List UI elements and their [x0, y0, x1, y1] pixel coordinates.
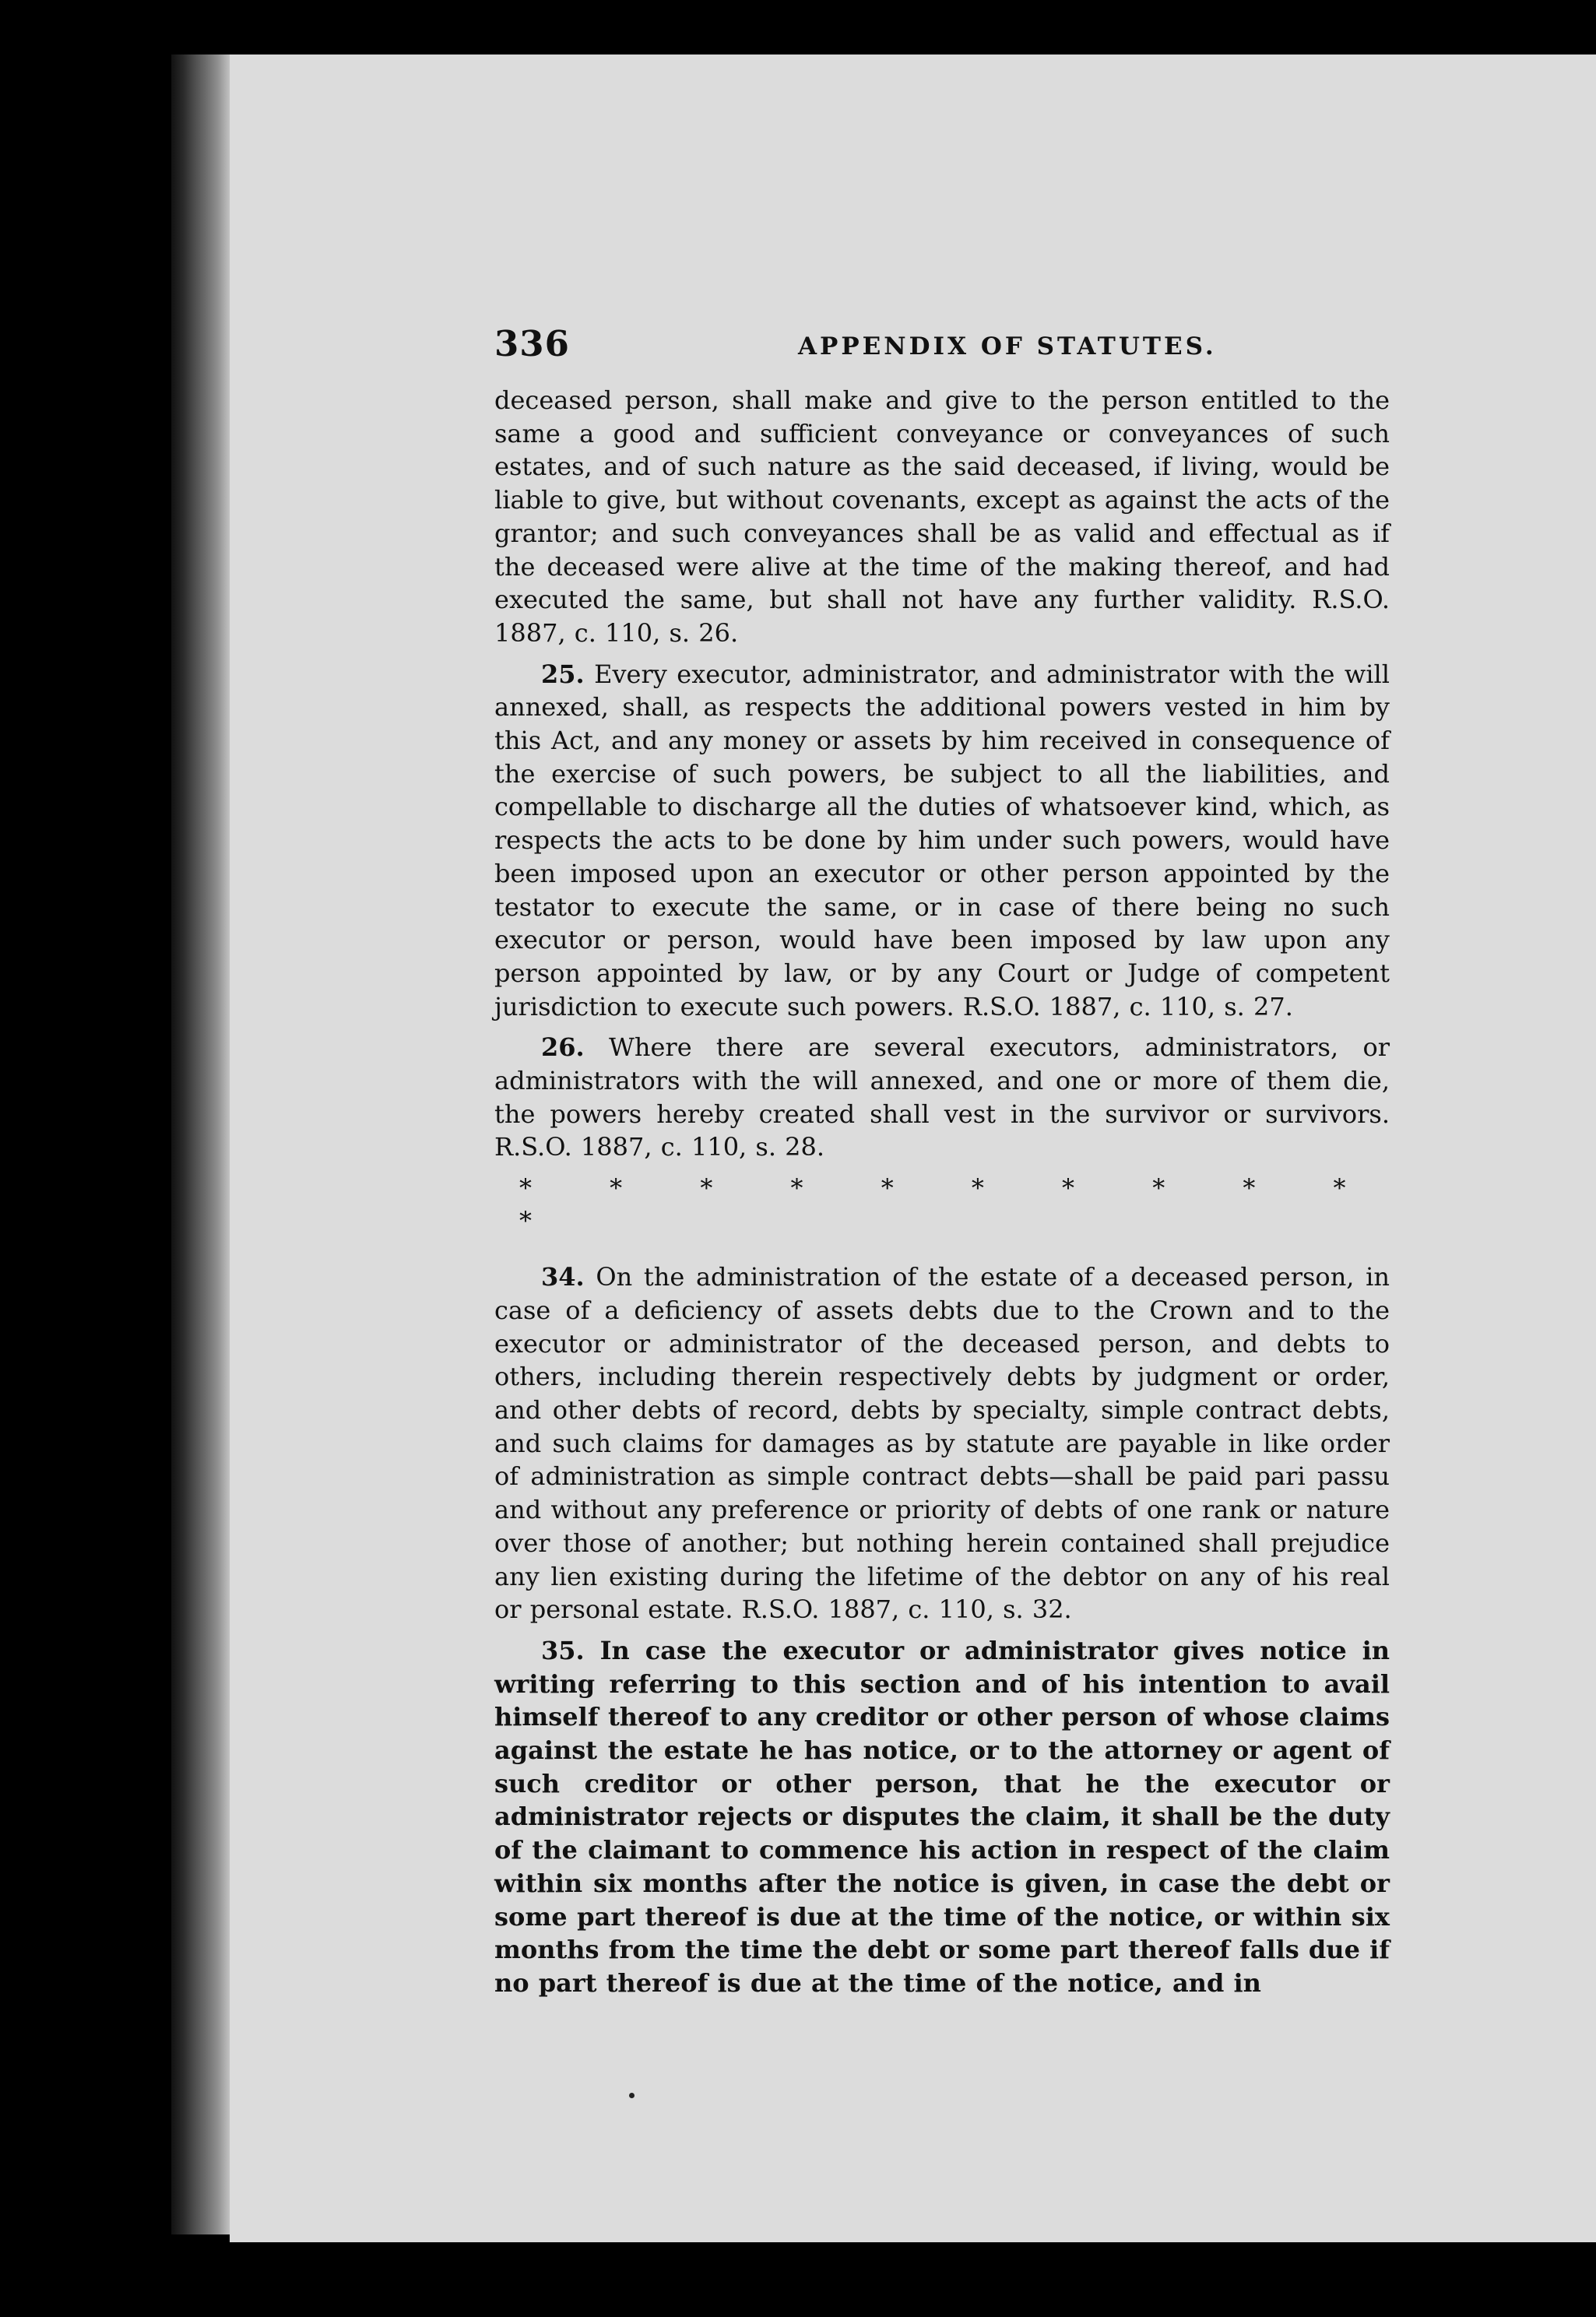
section-25-number: 25.: [541, 659, 585, 689]
running-head: [494, 323, 1390, 378]
section-25: [494, 658, 1390, 1024]
section-35-text: In case the executor or administrator gives notice in writing referring to this section and of his intention to avail himself thereof to any creditor or other person of whose claims against the estate he has notice, or to the attorney or agent of such creditor or other person, that he the executor or administrator rejects or disputes the claim, it shall be the duty of the claimant to commence his action in respect of the claim within six months after the notice is given, in case the debt or some part thereof is due at the time of the notice, or within six months from the time the debt or some part thereof falls due if no part thereof is due at the time of the notice, and in: [494, 1635, 1390, 1998]
section-25-text: Every executor, administrator, and administrator with the will annexed, shall, as respects the additional powers vested in him by this Act, and any money or assets by him received in consequence of the exercise of such powers, be subject to all the liabilities, and compellable to discharge all the duties of whatsoever kind, which, as respects the acts to be done by him under such powers, would have been imposed upon an executor or other person appointed by the testator to execute the same, or in case of there being no such executor or person, would have been imposed by law upon any person appointed by law, or by any Court or Judge of competent jurisdiction to execute such powers. R.S.O. 1887, c. 110, s. 27.: [494, 659, 1390, 1021]
page-number: 336: [494, 323, 570, 364]
section-35: [494, 1634, 1390, 2000]
section-35-number: 35.: [541, 1635, 585, 1665]
book-page-edge: [171, 54, 237, 2234]
page-text-block: [494, 323, 1390, 2008]
scan-speck: [629, 2093, 635, 2098]
section-26-text: Where there are several executors, administrators, or administrators with the will annexed, and one or more of them die, the powers hereby created shall vest in the survivor or survivors. R.S.O. 1887, c. 110, s. 28.: [494, 1032, 1390, 1162]
section-34: [494, 1260, 1390, 1626]
running-title: APPENDIX OF STATUTES.: [798, 332, 1217, 360]
paragraph-continued: deceased person, shall make and give to the person entitled to the same a good and sufficient conveyance or conveyances of such estates, and of such nature as the said deceased, if living, would be liable to give, but without covenants, except as against the acts of the grantor; and such conveyances shall be as valid and effectual as if the deceased were alive at the time of the making thereof, and had executed the same, but shall not have any further validity. R.S.O. 1887, c. 110, s. 26.: [494, 385, 1390, 648]
section-26: [494, 1031, 1390, 1164]
section-26-number: 26.: [541, 1032, 585, 1063]
section-34-text: On the administration of the estate of a deceased person, in case of a deficiency of assets debts due to the Crown and to the executor or administrator of the deceased person, and debts to others, including therein respectively debts by judgment or order, and other debts of record, debts by specialty, simple contract debts, and such claims for damages as by statute are payable in like order of administration as simple contract debts—shall be paid pari passu and without any preference or priority of debts of one rank or nature over those of another; but nothing herein contained shall prejudice any lien existing during the lifetime of the debtor on any of his real or personal estate. R.S.O. 1887, c. 110, s. 32.: [494, 1262, 1390, 1625]
omission-mark: * * * * * * * * * * *: [519, 1173, 1381, 1236]
section-34-number: 34.: [541, 1262, 585, 1292]
